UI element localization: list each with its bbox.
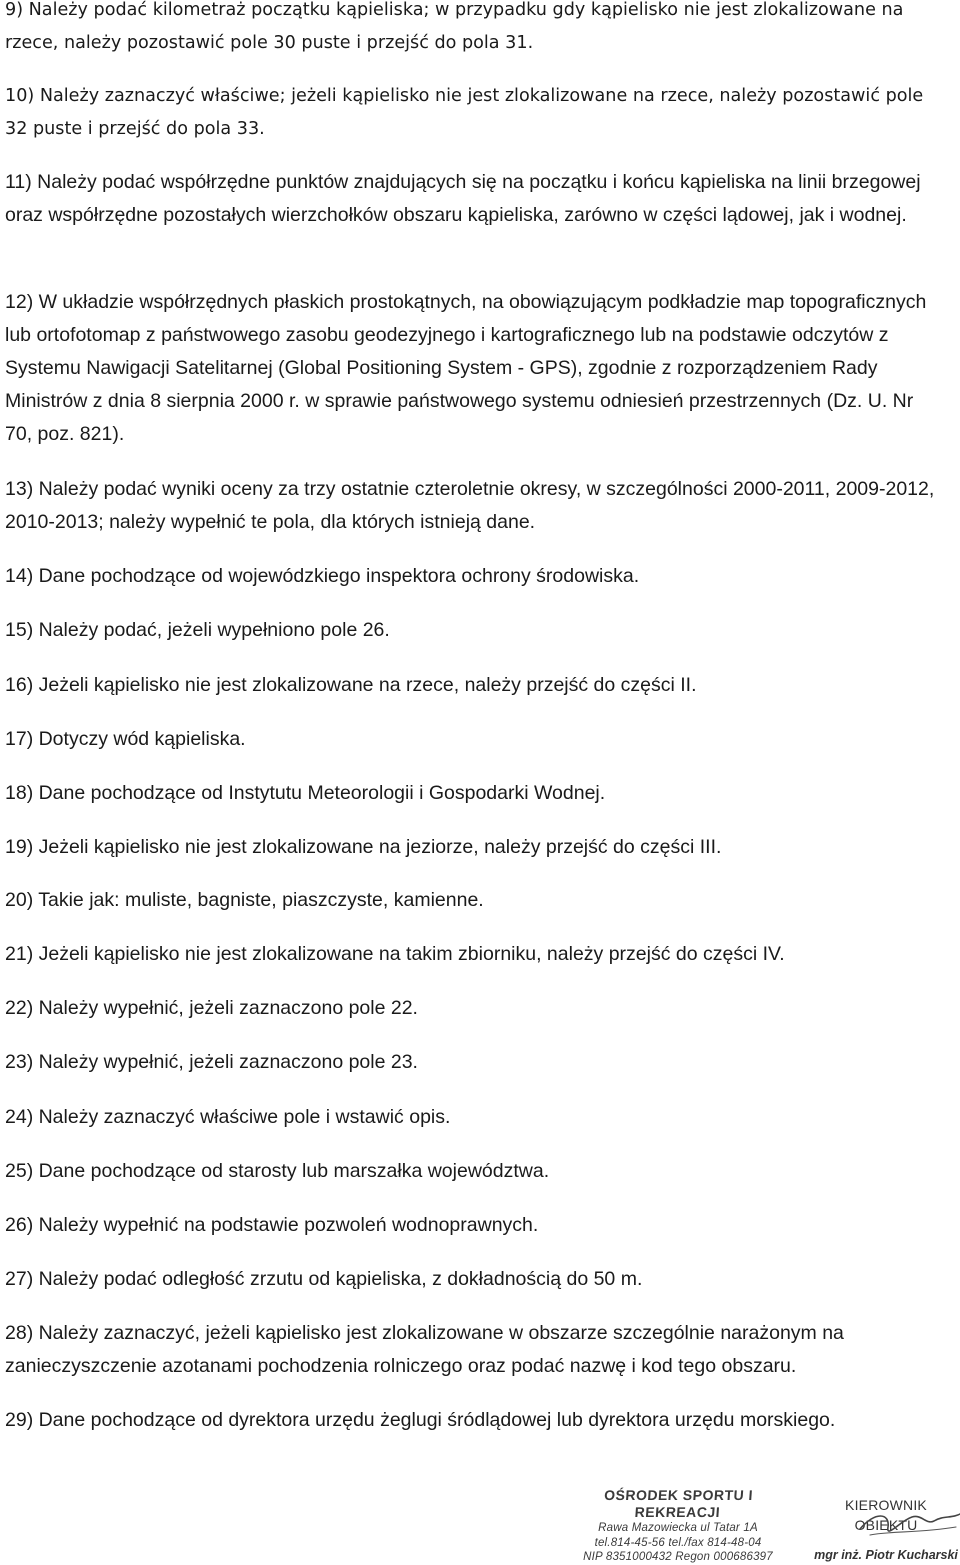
footnote-24: 24) Należy zaznaczyć właściwe pole i wstawić opis. xyxy=(5,1106,451,1128)
institution-stamp-ids: NIP 8351000432 Regon 000686397 xyxy=(583,1551,773,1563)
footnote-26: 26) Należy wypełnić na podstawie pozwoleń wodnoprawnych. xyxy=(5,1214,539,1236)
footnote-19: 19) Jeżeli kąpielisko nie jest zlokalizowane na jeziorze, należy przejść do części III. xyxy=(5,836,722,858)
footnote-10: 10) Należy zaznaczyć właściwe; jeżeli kąpielisko nie jest zlokalizowane na rzece, należy pozostawić pole 32 puste i przejść do pola 33. xyxy=(5,86,924,139)
footnote-14: 14) Dane pochodzące od wojewódzkiego inspektora ochrony środowiska. xyxy=(5,565,640,587)
footnote-18: 18) Dane pochodzące od Instytutu Meteorologii i Gospodarki Wodnej. xyxy=(5,782,606,804)
institution-stamp-phone: tel.814-45-56 tel./fax 814-48-04 xyxy=(594,1536,762,1549)
footnote-29: 29) Dane pochodzące od dyrektora urzędu żeglugi śródlądowej lub dyrektora urzędu morskiego. xyxy=(5,1409,836,1431)
footnote-13: 13) Należy podać wyniki oceny za trzy ostatnie czteroletnie okresy, w szczególności 2000-2011, 2009-2012, 2010-2013; należy wypełnić te pola, dla których istnieją dane. xyxy=(5,478,935,533)
footnote-27: 27) Należy podać odległość zrzutu od kąpieliska, z dokładnością do 50 m. xyxy=(5,1268,643,1290)
footnote-22: 22) Należy wypełnić, jeżeli zaznaczono pole 22. xyxy=(5,997,418,1019)
manager-stamp xyxy=(812,1495,960,1565)
institution-stamp-address: Rawa Mazowiecka ul Tatar 1A xyxy=(598,1522,758,1534)
manager-stamp-title: KIEROWNIK OBIEKTU xyxy=(845,1497,927,1533)
footnote-23: 23) Należy wypełnić, jeżeli zaznaczono pole 23. xyxy=(5,1051,418,1073)
footnote-12: 12) W układzie współrzędnych płaskich prostokątnych, na obowiązującym podkładzie map topograficznych lub ortofotomap z państwowego zasobu geodezyjnego i kartograficznego lub na podstawie odczytów z Systemu Nawigacji Satelitarnej (Global Positioning System - GPS), zgodnie z rozporządzeniem Rady Ministrów z dnia 8 sierpnia 2000 r. w sprawie państwowego systemu odniesień przestrzennych (Dz. U. Nr 70, poz. 821). xyxy=(5,291,927,445)
manager-stamp-name: mgr inż. Piotr Kucharski xyxy=(814,1548,958,1562)
footnote-11: 11) Należy podać współrzędne punktów znajdujących się na początku i końcu kąpieliska na linii brzegowej oraz współrzędne pozostałych wierzchołków obszaru kąpieliska, zarówno w części lądowej, jak i wodnej. xyxy=(5,171,921,226)
footnote-28: 28) Należy zaznaczyć, jeżeli kąpielisko jest zlokalizowane w obszarze szczególnie narażonym na zanieczyszczenie azotanami pochodzenia rolniczego oraz podać nazwę i kod tego obszaru. xyxy=(5,1322,844,1377)
institution-stamp xyxy=(560,1487,796,1565)
footnote-25: 25) Dane pochodzące od starosty lub marszałka województwa. xyxy=(5,1160,550,1182)
footnote-20: 20) Takie jak: muliste, bagniste, piaszczyste, kamienne. xyxy=(5,889,484,911)
institution-stamp-title: OŚRODEK SPORTU I REKREACJI xyxy=(603,1487,754,1520)
footnote-16: 16) Jeżeli kąpielisko nie jest zlokalizowane na rzece, należy przejść do części II. xyxy=(5,674,697,696)
footnote-17: 17) Dotyczy wód kąpieliska. xyxy=(5,728,246,750)
stamps-area xyxy=(560,1487,960,1561)
footnote-9: 9) Należy podać kilometraż początku kąpieliska; w przypadku gdy kąpielisko nie jest zlokalizowane na rzece, należy pozostawić pole 30 puste i przejść do pola 31. xyxy=(5,0,904,53)
footnote-21: 21) Jeżeli kąpielisko nie jest zlokalizowane na takim zbiorniku, należy przejść do części IV. xyxy=(5,943,785,965)
footnote-15: 15) Należy podać, jeżeli wypełniono pole 26. xyxy=(5,619,390,641)
